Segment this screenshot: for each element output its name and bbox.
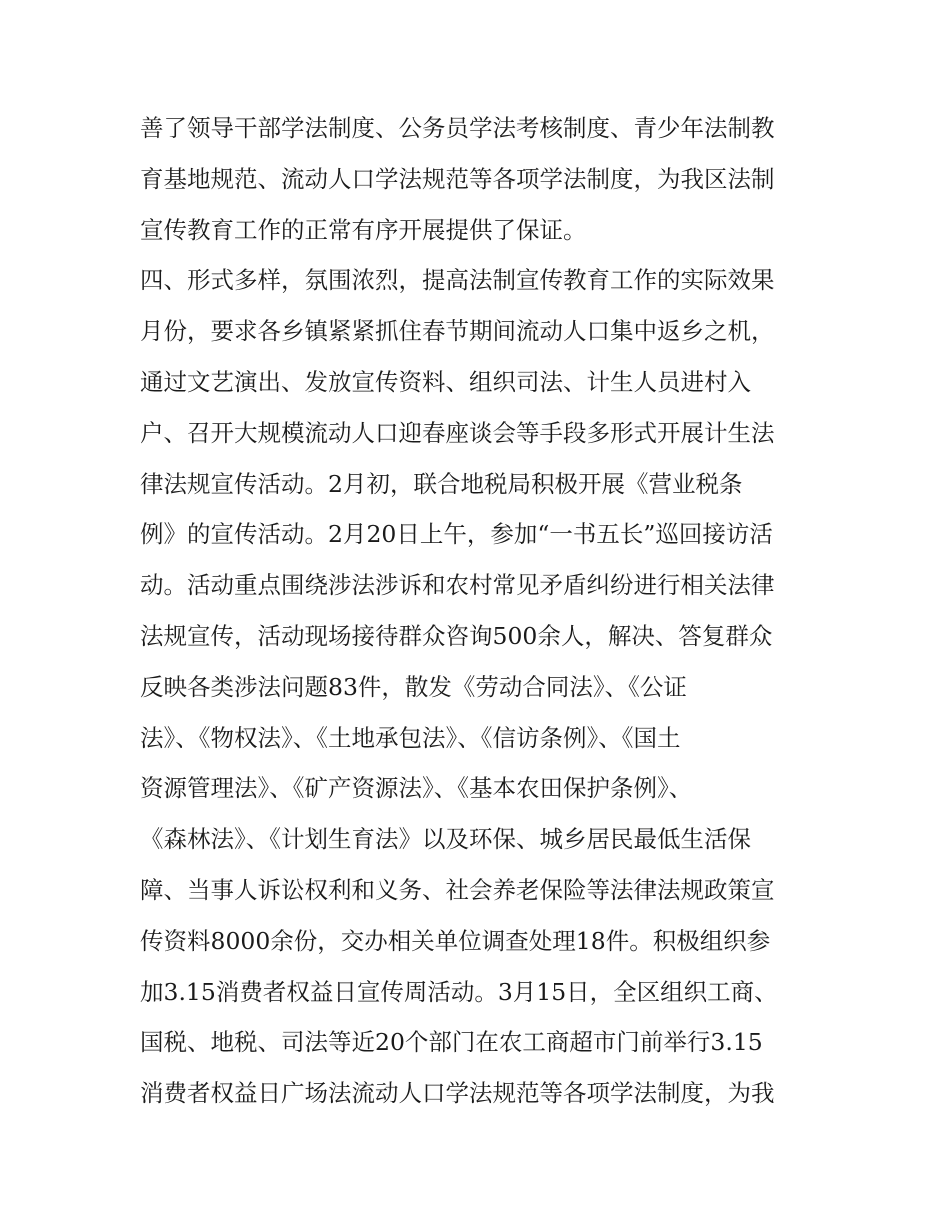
text-line: 消费者权益日广场法流动人口学法规范等各项学法制度，为我 xyxy=(140,1079,775,1108)
text-line: 资源管理法》、《矿产资源法》、《基本农田保护条例》、 xyxy=(140,774,693,803)
text-line: 法》、《物权法》、《土地承包法》、《信访条例》、《国土 xyxy=(140,723,681,752)
text-line: 传资料8000余份，交办相关单位调查处理18件。积极组织参 xyxy=(140,926,771,955)
text-line: 通过文艺演出、发放宣传资料、组织司法、计生人员进村入 xyxy=(140,367,751,396)
text-line: 障、当事人诉讼权利和义务、社会养老保险等法律法规政策宣 xyxy=(140,875,775,904)
text-line: 月份，要求各乡镇紧紧抓住春节期间流动人口集中返乡之机， xyxy=(140,317,775,346)
text-line: 法规宣传，活动现场接待群众咨询500余人，解决、答复群众 xyxy=(140,621,773,650)
text-line: 加3.15消费者权益日宣传周活动。3月15日，全区组织工商、 xyxy=(140,977,778,1006)
body-text xyxy=(140,103,820,1119)
text-line: 《森林法》、《计划生育法》以及环保、城乡居民最低生活保 xyxy=(140,825,751,854)
text-line: 动。活动重点围绕涉法涉诉和农村常见矛盾纠纷进行相关法律 xyxy=(140,571,775,600)
text-line: 育基地规范、流动人口学法规范等各项学法制度，为我区法制 xyxy=(140,164,775,193)
text-line: 户、召开大规模流动人口迎春座谈会等手段多形式开展计生法 xyxy=(140,418,775,447)
text-line: 例》的宣传活动。2月20日上午，参加“一书五长”巡回接访活 xyxy=(140,520,773,549)
text-line: 宣传教育工作的正常有序开展提供了保证。 xyxy=(140,215,587,244)
text-line: 反映各类涉法问题83件，散发《劳动合同法》、《公证 xyxy=(140,672,687,701)
text-line: 律法规宣传活动。2月初，联合地税局积极开展《营业税条 xyxy=(140,469,743,498)
section-heading-line: 四、形式多样，氛围浓烈，提高法制宣传教育工作的实际效果 xyxy=(140,266,775,295)
text-line: 善了领导干部学法制度、公务员学法考核制度、青少年法制教 xyxy=(140,114,775,142)
text-line: 国税、地税、司法等近20个部门在农工商超市门前举行3.15 xyxy=(140,1028,763,1057)
